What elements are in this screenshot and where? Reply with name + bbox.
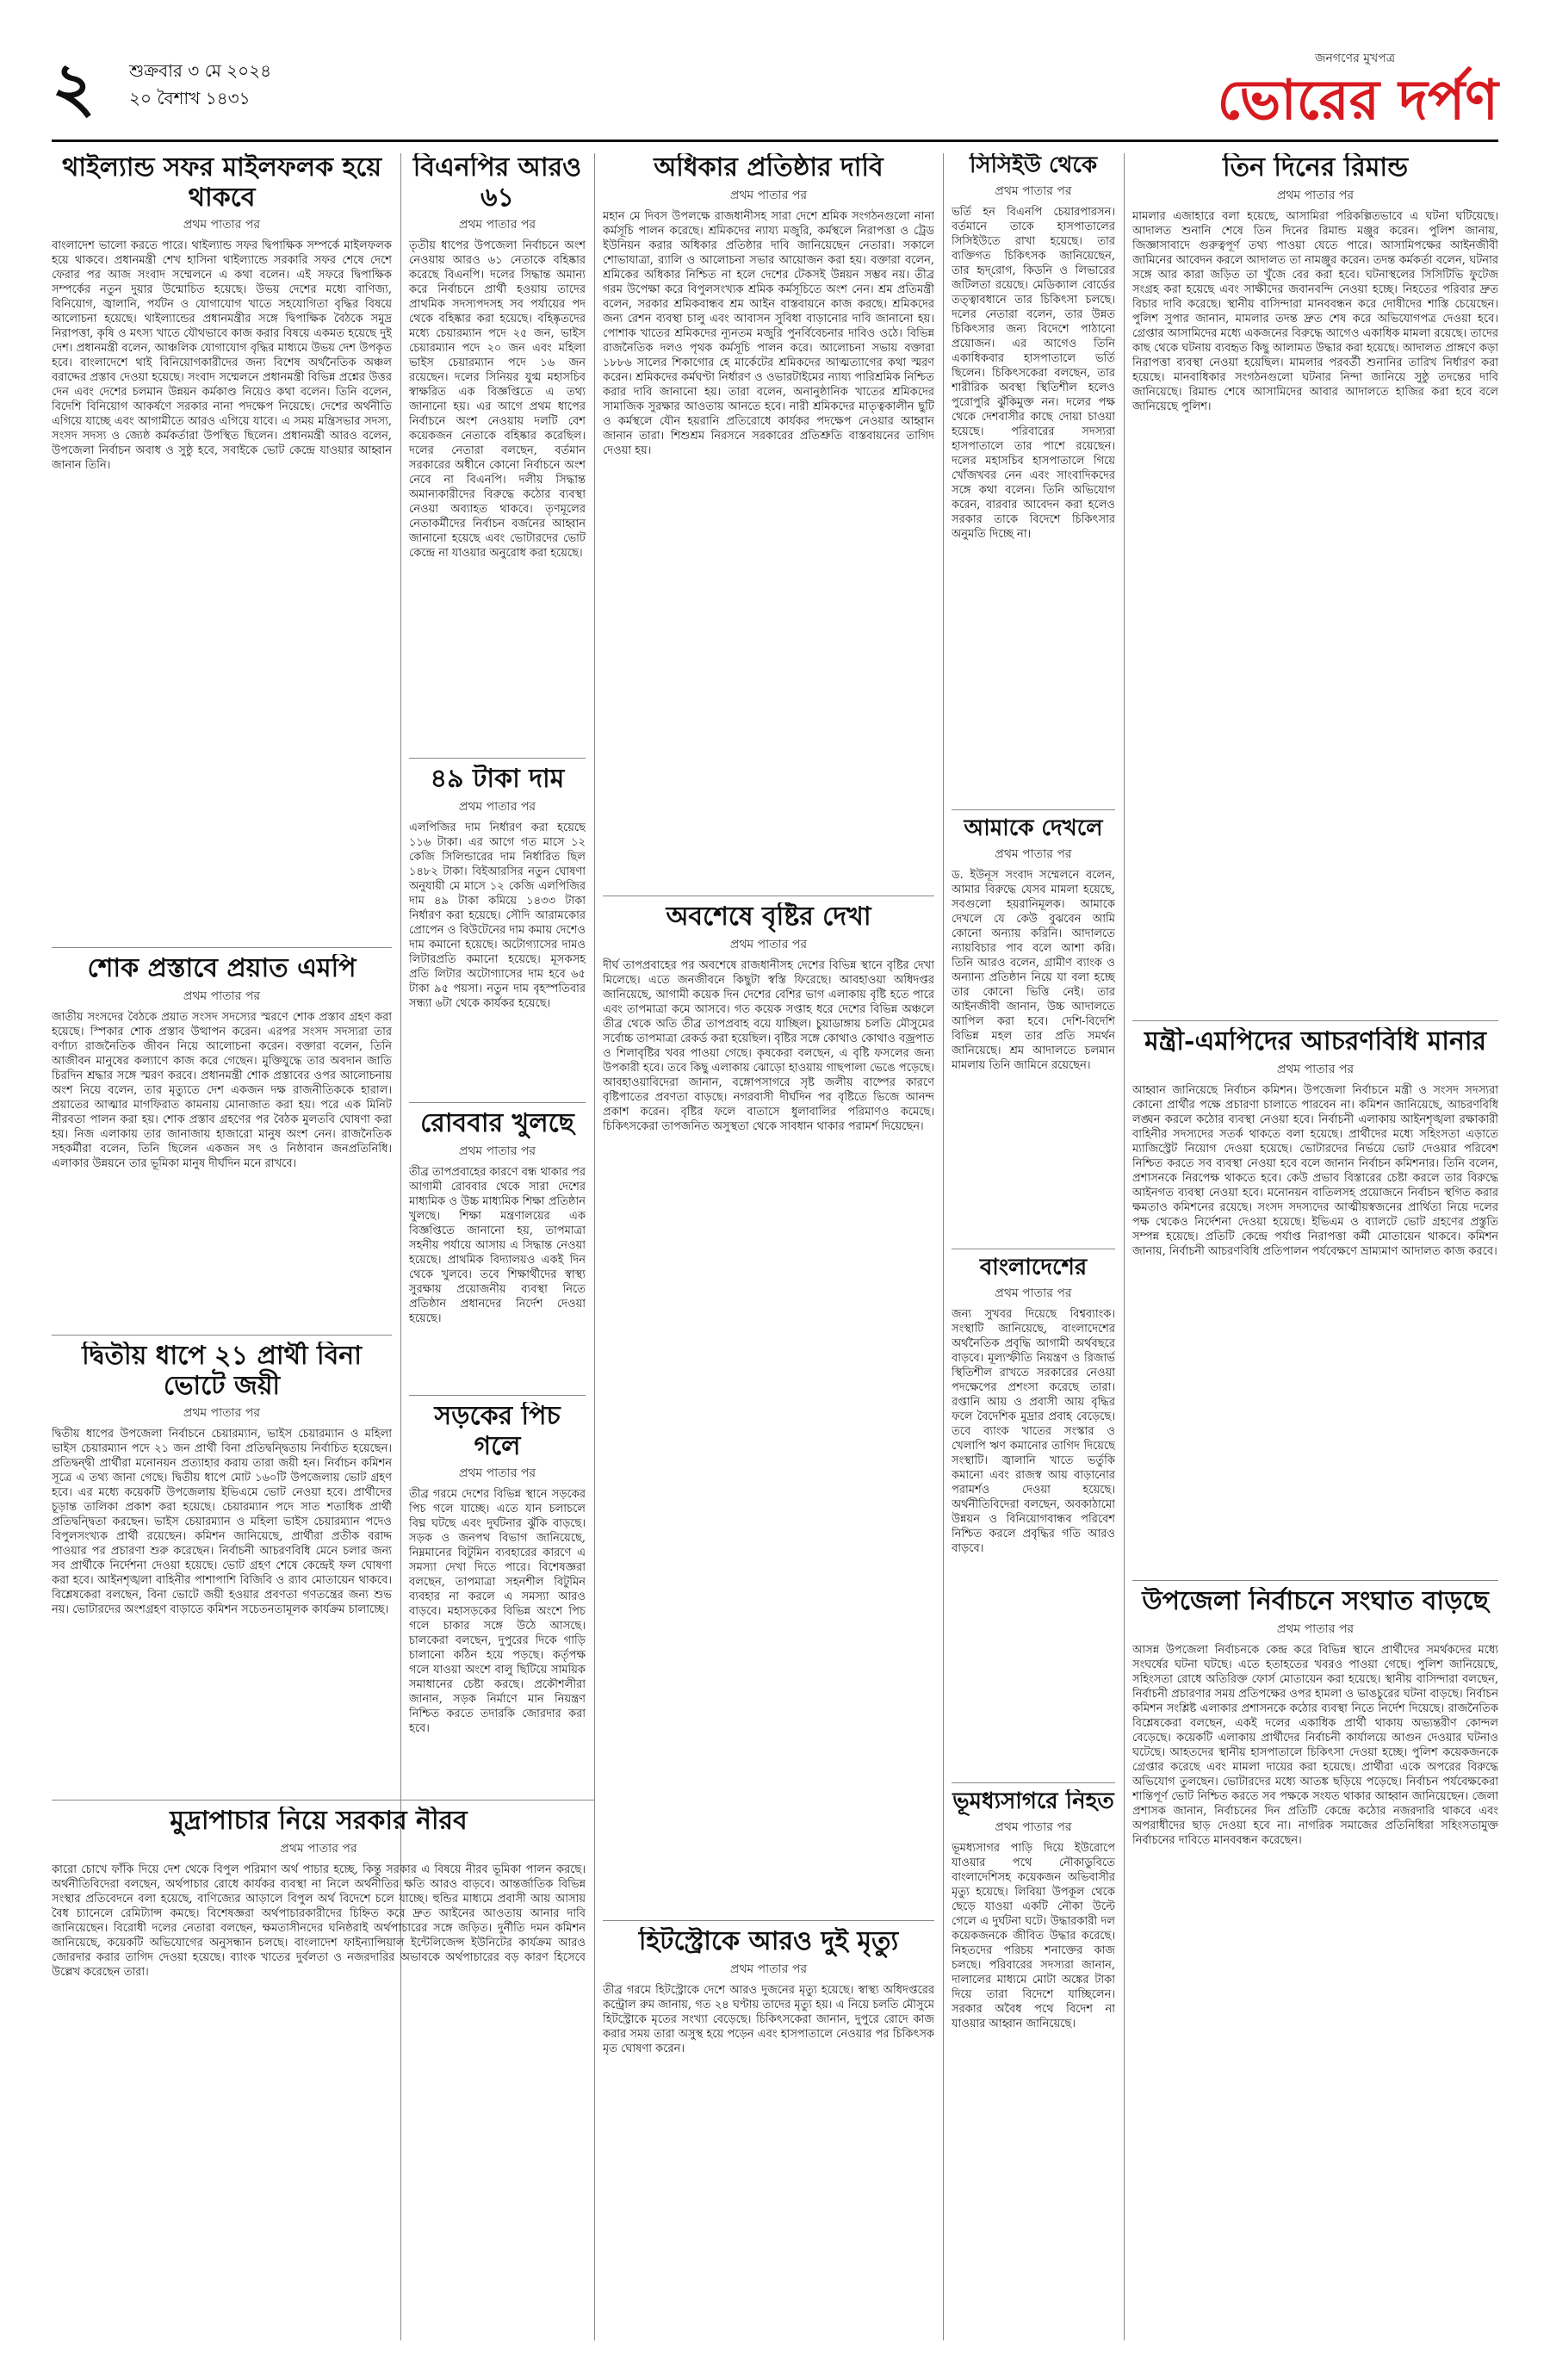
headline: সিসিইউ থেকে — [969, 153, 1098, 178]
story-remand — [1132, 153, 1498, 1019]
story-schools-reopen — [409, 1109, 586, 1393]
newspaper-logo: ভোরের দর্পণ — [1217, 69, 1498, 133]
story-bangladesh — [952, 1255, 1115, 1781]
story-ccu — [952, 153, 1115, 808]
continued-label: প্রথম পাতার পর — [458, 218, 536, 232]
headline: সড়কের পিচ গলে — [434, 1402, 561, 1461]
story-divider — [1132, 1580, 1498, 1581]
continued-label: প্রথম পাতার পর — [729, 937, 808, 951]
story-body: তীব্র গরমে দেশের বিভিন্ন স্থানে সড়কের পিচ গলে যাচ্ছে। এতে যান চলাচলে বিঘ্ন ঘটছে এবং দুর্ঘটনার ঝুঁকি বাড়ছে। সড়ক ও জনপথ বিভাগ জানিয়েছে, নিম্নমানের বিটুমিন ব্যবহারের কারণে এ সমস্যা দেখা দিতে পারে। বিশেষজ্ঞরা বলছেন, তাপমাত্রা সহনশীল বিটুমিন ব্যবহার না করলে এ সমস্যা আরও বাড়বে। মহাসড়কের বিভিন্ন অংশে পিচ গলে চাকার সঙ্গে উঠে আসছে। চালকেরা বলছেন, দুপুরের দিকে গাড়ি চালানো কঠিন হয়ে পড়ছে। কর্তৃপক্ষ গলে যাওয়া অংশে বালু ছিটিয়ে সাময়িক সমাধানের চেষ্টা করছে। প্রকৌশলীরা জানান, সড়ক নির্মাণে মান নিয়ন্ত্রণ নিশ্চিত করতে তদারকি জোরদার করা হবে। — [409, 1488, 586, 1735]
headline: অবশেষে বৃষ্টির দেখা — [666, 902, 871, 932]
continued-label: প্রথম পাতার পর — [995, 1286, 1072, 1300]
headline: আমাকে দেখলে — [964, 816, 1103, 841]
continued-label: প্রথম পাতার পর — [183, 218, 261, 232]
story-body: তীব্র গরমে হিটস্ট্রোকে দেশে আরও দুজনের মৃত্যু হয়েছে। স্বাস্থ্য অধিদপ্তরের কন্ট্রোল রুম জানায়, গত ২৪ ঘণ্টায় তাদের মৃত্যু হয়। এ নিয়ে চলতি মৌসুমে হিটস্ট্রোকে মৃতের সংখ্যা বেড়েছে। চিকিৎসকেরা জানান, দুপুরে রোদে কাজ করার সময় তারা অসুস্থ হয়ে পড়েন এবং হাসপাতালে নেওয়ার পর চিকিৎসক মৃত ঘোষণা করেন। — [603, 1983, 934, 2055]
continued-label: প্রথম পাতার পর — [458, 1144, 536, 1158]
story-look-at-me — [952, 816, 1115, 1247]
story-divider — [952, 809, 1115, 810]
story-divider — [409, 1395, 586, 1396]
story-mediterranean — [952, 1789, 1115, 2340]
story-body: দীর্ঘ তাপপ্রবাহের পর অবশেষে রাজধানীসহ দেশের বিভিন্ন স্থানে বৃষ্টির দেখা মিলেছে। এতে জনজীবনে কিছুটা স্বস্তি ফিরেছে। আবহাওয়া অধিদপ্তর জানিয়েছে, আগামী কয়েক দিন দেশের বেশির ভাগ এলাকায় বৃষ্টি হতে পারে এবং তাপমাত্রা কমে আসবে। গত কয়েক সপ্তাহ ধরে দেশের বিভিন্ন অঞ্চলে তীব্র থেকে অতি তীব্র তাপপ্রবাহ বয়ে যাচ্ছিল। চুয়াডাঙ্গায় চলতি মৌসুমের সর্বোচ্চ তাপমাত্রা রেকর্ড করা হয়েছিল। বৃষ্টির সঙ্গে কোথাও কোথাও বজ্রপাত ও শিলাবৃষ্টির খবর পাওয়া গেছে। কৃষকেরা বলছেন, এ বৃষ্টি ফসলের জন্য উপকারী হবে। তবে কিছু এলাকায় ঝোড়ো হাওয়ায় গাছপালা ভেঙে পড়েছে। আবহাওয়াবিদেরা জানান, বঙ্গোপসাগরে সৃষ্ট জলীয় বাষ্পের কারণে বৃষ্টিপাতের প্রবণতা বাড়ছে। নগরবাসী দীর্ঘদিন পর বৃষ্টিতে ভিজে আনন্দ প্রকাশ করেন। বৃষ্টির ফলে বাতাসে ধুলাবালির পরিমাণও কমেছে। চিকিৎসকেরা তাপজনিত অসুস্থতা থেকে সাবধান থাকার পরামর্শ দিয়েছেন। — [603, 958, 934, 1133]
newspaper-brand — [1218, 48, 1498, 133]
headline: বিএনপির আরও ৬১ — [412, 153, 582, 213]
continued-label: প্রথম পাতার পর — [1276, 1062, 1355, 1076]
headline: থাইল্যান্ড সফর মাইলফলক হয়ে থাকবে — [61, 153, 382, 213]
continued-label: প্রথম পাতার পর — [995, 1819, 1072, 1834]
headline: তিন দিনের রিমান্ড — [1222, 153, 1409, 183]
story-body: এলপিজির দাম নির্ধারণ করা হয়েছে ১১৬ টাকা। এর আগে গত মাসে ১২ কেজি সিলিন্ডারের দাম নির্ধারিত ছিল ১৪৮২ টাকা। বিইআরসির নতুন ঘোষণা অনুযায়ী মে মাসে ১২ কেজি এলপিজির দাম ৪৯ টাকা কমিয়ে ১৪৩৩ টাকা নির্ধারণ করা হয়েছে। সৌদি আরামকোর প্রোপেন ও বিউটেনের দাম কমায় দেশেও দাম কমানো হয়েছে। অটোগ্যাসের দামও লিটারপ্রতি কমানো হয়েছে। মূসকসহ প্রতি লিটার অটোগ্যাসের দাম হবে ৬৫ টাকা ৯৫ পয়সা। নতুন দাম বৃহস্পতিবার সন্ধ্যা ৬টা থেকে কার্যকর হয়েছে। — [409, 821, 586, 1010]
page-number: ২ — [52, 48, 96, 127]
headline: মুদ্রাপাচার নিয়ে সরকার নীরব — [170, 1807, 468, 1836]
headline: ভূমধ্যসাগরে নিহত — [952, 1789, 1114, 1814]
continued-label: প্রথম পাতার পর — [995, 183, 1072, 198]
story-rain — [603, 902, 934, 1918]
continued-label: প্রথম পাতার পর — [458, 799, 536, 814]
continued-label: প্রথম পাতার পর — [1276, 188, 1355, 202]
continued-label: প্রথম পাতার পর — [729, 1962, 808, 1976]
story-body: কারো চোখে ফাঁকি দিয়ে দেশ থেকে বিপুল পরিমাণ অর্থ পাচার হচ্ছে, কিন্তু সরকার এ বিষয়ে নীরব ভূমিকা পালন করছে। অর্থনীতিবিদেরা বলছেন, অর্থপাচার রোধে কার্যকর ব্যবস্থা না নিলে অর্থনীতির ক্ষতি আরও বাড়বে। আন্তর্জাতিক বিভিন্ন সংস্থার প্রতিবেদনে বলা হয়েছে, বাণিজ্যের আড়ালে বিপুল অর্থ বিদেশে চলে যাচ্ছে। হুন্ডির মাধ্যমে প্রবাসী আয় আসায় বৈধ চ্যানেলে রেমিট্যান্স কমছে। বিশেষজ্ঞরা অর্থপাচারকারীদের চিহ্নিত করে দ্রুত আইনের আওতায় আনার দাবি জানিয়েছেন। বিরোধী দলের নেতারা বলছেন, ক্ষমতাসীনদের ঘনিষ্ঠরাই অর্থপাচারের সঙ্গে জড়িত। দুর্নীতি দমন কমিশন জানিয়েছে, কয়েকটি অভিযোগের অনুসন্ধান চলছে। বাংলাদেশ ফাইন্যান্সিয়াল ইন্টেলিজেন্স ইউনিটের কার্যক্রম আরও জোরদার করার তাগিদ দেওয়া হয়েছে। ব্যাংক খাতের দুর্বলতা ও নজরদারির অভাবকে অর্থপাচারের বড় কারণ হিসেবে উল্লেখ করেছেন তারা। — [52, 1862, 586, 1979]
story-divider — [1132, 1020, 1498, 1021]
date-bengali: ২০ বৈশাখ ১৪৩১ — [129, 88, 251, 108]
story-lpg-price — [409, 765, 586, 1100]
story-divider — [409, 1102, 586, 1103]
continued-label: প্রথম পাতার পর — [183, 1406, 261, 1420]
date-gregorian: শুক্রবার ৩ মে ২০২৪ — [129, 60, 272, 81]
continued-label: প্রথম পাতার পর — [1276, 1621, 1355, 1636]
continued-label: প্রথম পাতার পর — [458, 1466, 536, 1480]
story-body: তীব্র তাপপ্রবাহের কারণে বন্ধ থাকার পর আগামী রোববার থেকে সারা দেশের মাধ্যমিক ও উচ্চ মাধ্যমিক শিক্ষা প্রতিষ্ঠান খুলছে। শিক্ষা মন্ত্রণালয়ের এক বিজ্ঞপ্তিতে জানানো হয়, তাপমাত্রা সহনীয় পর্যায়ে আসায় এ সিদ্ধান্ত নেওয়া হয়েছে। প্রাথমিক বিদ্যালয়ও একই দিন থেকে খুলবে। তবে শিক্ষার্থীদের স্বাস্থ্য সুরক্ষায় প্রয়োজনীয় ব্যবস্থা নিতে প্রতিষ্ঠান প্রধানদের নির্দেশ দেওয়া হয়েছে। — [409, 1165, 586, 1325]
column-divider — [943, 153, 944, 2340]
story-body: তৃতীয় ধাপের উপজেলা নির্বাচনে অংশ নেওয়ায় আরও ৬১ নেতাকে বহিষ্কার করেছে বিএনপি। দলের সিদ্ধান্ত অমান্য করে নির্বাচনে প্রার্থী হওয়ায় তাদের প্রাথমিক সদস্যপদসহ সব পর্যায়ের পদ থেকে বহিষ্কার করা হয়েছে। বহিষ্কৃতদের মধ্যে চেয়ারম্যান পদে ২৫ জন, ভাইস চেয়ারম্যান পদে ২০ জন এবং মহিলা ভাইস চেয়ারম্যান পদে ১৬ জন রয়েছেন। দলের সিনিয়র যুগ্ম মহাসচিব স্বাক্ষরিত এক বিজ্ঞপ্তিতে এ তথ্য জানানো হয়। এর আগে প্রথম ধাপের নির্বাচনে অংশ নেওয়ায় দলটি বেশ কয়েকজন নেতাকে বহিষ্কার করেছিল। দলের নেতারা বলছেন, বর্তমান সরকারের অধীনে কোনো নির্বাচনে অংশ নেবে না বিএনপি। দলীয় সিদ্ধান্ত অমান্যকারীদের বিরুদ্ধে কঠোর ব্যবস্থা নেওয়া অব্যাহত থাকবে। তৃণমূলের নেতাকর্মীদের নির্বাচন বর্জনের আহ্বান জানানো হয়েছে এবং ভোটারদের ভোট কেন্দ্রে না যাওয়ার অনুরোধ করা হয়েছে। — [409, 239, 586, 560]
story-body: ভর্তি হন বিএনপি চেয়ারপারসন। বর্তমানে তাকে হাসপাতালের সিসিইউতে রাখা হয়েছে। তার ব্যক্তিগত চিকিৎসক জানিয়েছেন, তার হৃদ্‌রোগ, কিডনি ও লিভারের জটিলতা রয়েছে। মেডিক্যাল বোর্ডের তত্ত্বাবধানে তার চিকিৎসা চলছে। দলের নেতারা বলেন, তার উন্নত চিকিৎসার জন্য বিদেশে পাঠানো প্রয়োজন। এর আগেও তিনি একাধিকবার হাসপাতালে ভর্তি ছিলেন। চিকিৎসকেরা বলছেন, তার শারীরিক অবস্থা স্থিতিশীল হলেও পুরোপুরি ঝুঁকিমুক্ত নন। দলের পক্ষ থেকে দেশবাসীর কাছে দোয়া চাওয়া হয়েছে। পরিবারের সদস্যরা হাসপাতালে তার পাশে রয়েছেন। দলের মহাসচিব হাসপাতালে গিয়ে খোঁজখবর নেন এবং সাংবাদিকদের সঙ্গে কথা বলেন। তিনি অভিযোগ করেন, বারবার আবেদন করা হলেও সরকার তাকে বিদেশে চিকিৎসার অনুমতি দিচ্ছে না। — [952, 205, 1115, 541]
headline: হিটস্ট্রোকে আরও দুই মৃত্যু — [638, 1927, 899, 1956]
story-second-phase — [52, 1342, 392, 1798]
story-road-bitumen — [409, 1402, 586, 1794]
brand-tagline: জনগণের মুখপত্র — [1314, 52, 1395, 65]
headline: মন্ত্রী-এমপিদের আচরণবিধি মানার — [1144, 1027, 1487, 1057]
headline: উপজেলা নির্বাচনে সংঘাত বাড়ছে — [1142, 1587, 1489, 1616]
headline: শোক প্রস্তাবে প্রয়াত এমপি — [87, 954, 356, 983]
story-money-laundering — [52, 1807, 586, 2340]
continued-label: প্রথম পাতার পর — [729, 188, 808, 202]
story-body: বাংলাদেশ ভালো করতে পারে। থাইল্যান্ড সফর দ্বিপাক্ষিক সম্পর্কে মাইলফলক হয়ে থাকবে। প্রধানমন্ত্রী শেখ হাসিনা থাইল্যান্ডে সরকারি সফর শেষে দেশে ফেরার পর আজ সংবাদ সম্মেলনে এ কথা বলেন। এই সফরে দ্বিপাক্ষিক সম্পর্কের নতুন দুয়ার উন্মোচিত হয়েছে। উভয় দেশের মধ্যে বাণিজ্য, বিনিয়োগ, জ্বালানি, পর্যটন ও যোগাযোগ খাতে সহযোগিতা বৃদ্ধির বিষয়ে আলোচনা হয়েছে। থাইল্যান্ডের প্রধানমন্ত্রীর সঙ্গে দ্বিপাক্ষিক বৈঠকে সমুদ্র নিরাপত্তা, কৃষি ও মৎস্য খাতে যৌথভাবে কাজ করার বিষয়ে একমত হয়েছে দুই দেশ। প্রধানমন্ত্রী বলেন, আঞ্চলিক যোগাযোগ বৃদ্ধির মাধ্যমে উভয় দেশ উপকৃত হবে। বাংলাদেশে থাই বিনিয়োগকারীদের জন্য বিশেষ অর্থনৈতিক অঞ্চল বরাদ্দের প্রস্তাব দেওয়া হয়েছে। সংবাদ সম্মেলনে প্রধানমন্ত্রী বিভিন্ন প্রশ্নের উত্তর দেন এবং দেশের চলমান উন্নয়ন কর্মকাণ্ড নিয়েও কথা বলেন। তিনি বলেন, বিদেশি বিনিয়োগ আকর্ষণে সরকার নানা পদক্ষেপ নিয়েছে। দেশের অর্থনীতি এগিয়ে যাচ্ছে এবং আগামীতে আরও এগিয়ে যাবে। এ সময় মন্ত্রিসভার সদস্য, সংসদ সদস্য ও জ্যেষ্ঠ কর্মকর্তারা উপস্থিত ছিলেন। প্রধানমন্ত্রী আরও বলেন, উপজেলা নির্বাচন অবাধ ও সুষ্ঠু হবে, সবাইকে ভোট কেন্দ্রে যাওয়ার আহ্বান জানান তিনি। — [52, 239, 392, 472]
headline: বাংলাদেশের — [979, 1255, 1088, 1280]
story-mp-condolence — [52, 954, 392, 1333]
story-divider — [409, 758, 586, 759]
story-upazila-clash — [1132, 1587, 1498, 2340]
story-divider — [52, 947, 392, 948]
story-workers-rights — [603, 153, 934, 894]
story-body: মহান মে দিবস উপলক্ষে রাজধানীসহ সারা দেশে শ্রমিক সংগঠনগুলো নানা কর্মসূচি পালন করেছে। শ্রমিকদের ন্যায্য মজুরি, কর্মস্থলে নিরাপত্তা ও ট্রেড ইউনিয়ন করার অধিকার প্রতিষ্ঠার দাবি জানিয়েছেন নেতারা। সকালে শোভাযাত্রা, র‌্যালি ও আলোচনা সভার আয়োজন করা হয়। বক্তারা বলেন, শ্রমিকের অধিকার নিশ্চিত না হলে দেশের টেকসই উন্নয়ন সম্ভব নয়। তীব্র গরম উপেক্ষা করে বিপুলসংখ্যক শ্রমিক কর্মসূচিতে অংশ নেন। শ্রম প্রতিমন্ত্রী বলেন, সরকার শ্রমিকবান্ধব শ্রম আইন বাস্তবায়নে কাজ করছে। শ্রমিকদের জন্য রেশন ব্যবস্থা চালু এবং আবাসন সুবিধা বাড়ানোর দাবি জানানো হয়। পোশাক খাতের শ্রমিকদের ন্যূনতম মজুরি পুনর্বিবেচনার দাবিও ওঠে। বিভিন্ন রাজনৈতিক দলও পৃথক কর্মসূচি পালন করে। আলোচনা সভায় বক্তারা ১৮৮৬ সালের শিকাগোর হে মার্কেটের শ্রমিকদের আত্মত্যাগের কথা স্মরণ করেন। শ্রমিকদের কর্মঘণ্টা নির্ধারণ ও ওভারটাইমের ন্যায্য পারিশ্রমিক নিশ্চিত করার দাবি জানানো হয়। তারা বলেন, অনানুষ্ঠানিক খাতের শ্রমিকদের সামাজিক সুরক্ষার আওতায় আনতে হবে। নারী শ্রমিকদের মাতৃত্বকালীন ছুটি ও কর্মস্থলে যৌন হয়রানি প্রতিরোধে কার্যকর পদক্ষেপ নেওয়ার আহ্বান জানান তারা। শিশুশ্রম নিরসনে সরকারের প্রতিশ্রুতি বাস্তবায়নের তাগিদ দেওয়া হয়। — [603, 209, 934, 457]
story-divider — [603, 1920, 934, 1921]
story-body: আহ্বান জানিয়েছে নির্বাচন কমিশন। উপজেলা নির্বাচনে মন্ত্রী ও সংসদ সদস্যরা কোনো প্রার্থীর পক্ষে প্রচারণা চালাতে পারবেন না। কমিশন জানিয়েছে, আচরণবিধি লঙ্ঘন করলে কঠোর ব্যবস্থা নেওয়া হবে। নির্বাচনী এলাকায় আইনশৃঙ্খলা রক্ষাকারী বাহিনীর সদস্যদের সতর্ক থাকতে বলা হয়েছে। প্রার্থীদের মধ্যে সহিংসতা এড়াতে ম্যাজিস্ট্রেট নিয়োগ দেওয়া হয়েছে। ভোটারদের নির্ভয়ে ভোট দেওয়ার পরিবেশ নিশ্চিত করতে সব ব্যবস্থা নেওয়া হবে বলে জানান নির্বাচন কমিশনার। তিনি বলেন, প্রশাসনকে নিরপেক্ষ থাকতে হবে। কেউ প্রভাব বিস্তারের চেষ্টা করলে তার বিরুদ্ধে আইনগত ব্যবস্থা নেওয়া হবে। মনোনয়ন বাতিলসহ প্রয়োজনে নির্বাচন স্থগিত করার ক্ষমতাও কমিশনের রয়েছে। সংসদ সদস্যদের আত্মীয়স্বজনের প্রার্থিতা নিয়ে দলের পক্ষ থেকেও নির্দেশনা দেওয়া হয়েছে। ইভিএম ও ব্যালটে ভোট গ্রহণের প্রস্তুতি সম্পন্ন হয়েছে। প্রতিটি কেন্দ্রে পর্যাপ্ত নিরাপত্তা কর্মী মোতায়েন থাকবে। কমিশন জানায়, নির্বাচনী আচরণবিধি প্রতিপালন পর্যবেক্ষণে ভ্রাম্যমাণ আদালত কাজ করবে। — [1132, 1083, 1498, 1258]
headline: অধিকার প্রতিষ্ঠার দাবি — [654, 153, 884, 183]
story-ministers-code — [1132, 1027, 1498, 1578]
story-body: ড. ইউনূস সংবাদ সম্মেলনে বলেন, আমার বিরুদ্ধে যেসব মামলা হয়েছে, সবগুলো হয়রানিমূলক। আমাকে দেখলে যে কেউ বুঝবেন আমি কোনো অন্যায় করিনি। আদালতে ন্যায়বিচার পাব বলে আশা করি। তিনি আরও বলেন, গ্রামীণ ব্যাংক ও অন্যান্য প্রতিষ্ঠান নিয়ে যা বলা হচ্ছে তার কোনো ভিত্তি নেই। তার আইনজীবী জানান, উচ্চ আদালতে আপিল করা হবে। দেশি-বিদেশি বিভিন্ন মহল তার প্রতি সমর্থন জানিয়েছে। শ্রম আদালতে চলমান মামলায় তিনি জামিনে রয়েছেন। — [952, 868, 1115, 1072]
story-body: জন্য সুখবর দিয়েছে বিশ্বব্যাংক। সংস্থাটি জানিয়েছে, বাংলাদেশের অর্থনৈতিক প্রবৃদ্ধি আগামী অর্থবছরে বাড়বে। মূল্যস্ফীতি নিয়ন্ত্রণ ও রিজার্ভ স্থিতিশীল রাখতে সরকারের নেওয়া পদক্ষেপের প্রশংসা করেছে তারা। রপ্তানি আয় ও প্রবাসী আয় বৃদ্ধির ফলে বৈদেশিক মুদ্রার প্রবাহ বেড়েছে। তবে ব্যাংক খাতের সংস্কার ও খেলাপি ঋণ কমানোর তাগিদ দিয়েছে সংস্থাটি। জ্বালানি খাতে ভর্তুকি কমানো এবং রাজস্ব আয় বাড়ানোর পরামর্শও দেওয়া হয়েছে। অর্থনীতিবিদেরা বলছেন, অবকাঠামো উন্নয়ন ও বিনিয়োগবান্ধব পরিবেশ নিশ্চিত করলে প্রবৃদ্ধির গতি আরও বাড়বে। — [952, 1307, 1115, 1555]
story-body: জাতীয় সংসদের বৈঠকে প্রয়াত সংসদ সদস্যের স্মরণে শোক প্রস্তাব গ্রহণ করা হয়েছে। স্পিকার শোক প্রস্তাব উত্থাপন করেন। এরপর সংসদ সদস্যরা তার বর্ণাঢ্য রাজনৈতিক জীবন নিয়ে আলোচনা করেন। বক্তারা বলেন, তিনি আজীবন মানুষের কল্যাণে কাজ করে গেছেন। মুক্তিযুদ্ধে তার অবদান জাতি চিরদিন শ্রদ্ধার সঙ্গে স্মরণ করবে। প্রধানমন্ত্রী শোক প্রস্তাবের ওপর আলোচনায় অংশ নিয়ে বলেন, তার মৃত্যুতে দেশ একজন দক্ষ রাজনীতিককে হারাল। প্রয়াতের আত্মার মাগফিরাত কামনায় মোনাজাত করা হয়। পরে এক মিনিট নীরবতা পালন করা হয়। শোক প্রস্তাব গ্রহণের পর বৈঠক মুলতবি ঘোষণা করা হয়। নিজ এলাকায় তার জানাজায় হাজারো মানুষ অংশ নেন। রাজনৈতিক সহকর্মীরা বলেন, তিনি ছিলেন একজন সৎ ও নিষ্ঠাবান জনপ্রতিনিধি। এলাকার উন্নয়নে তার ভূমিকা মানুষ দীর্ঘদিন মনে রাখবে। — [52, 1010, 392, 1170]
continued-label: প্রথম পাতার পর — [280, 1841, 357, 1856]
story-body: দ্বিতীয় ধাপের উপজেলা নির্বাচনে চেয়ারম্যান, ভাইস চেয়ারম্যান ও মহিলা ভাইস চেয়ারম্যান পদে ২১ জন প্রার্থী বিনা প্রতিদ্বন্দ্বিতায় নির্বাচিত হয়েছেন। প্রতিদ্বন্দ্বী প্রার্থীরা মনোনয়ন প্রত্যাহার করায় তারা জয়ী হন। নির্বাচন কমিশন সূত্রে এ তথ্য জানা গেছে। দ্বিতীয় ধাপে মোট ১৬০টি উপজেলায় ভোট গ্রহণ হবে। এর মধ্যে কয়েকটি উপজেলায় ইভিএমে ভোট নেওয়া হবে। প্রার্থীদের চূড়ান্ত তালিকা প্রকাশ করা হয়েছে। চেয়ারম্যান পদে সাত শতাধিক প্রার্থী প্রতিদ্বন্দ্বিতা করছেন। ভাইস চেয়ারম্যান ও মহিলা ভাইস চেয়ারম্যান পদেও বিপুলসংখ্যক প্রার্থী রয়েছেন। কমিশন জানিয়েছে, প্রার্থীরা প্রতীক বরাদ্দ পাওয়ার পর প্রচারণা শুরু করেছেন। নির্বাচনী আচরণবিধি মেনে চলার জন্য সব প্রার্থীকে নির্দেশনা দেওয়া হয়েছে। ভোট গ্রহণ শেষে কেন্দ্রেই ফল ঘোষণা করা হবে। আইনশৃঙ্খলা বাহিনীর পাশাপাশি বিজিবি ও র‌্যাব মোতায়েন থাকবে। বিশ্লেষকেরা বলছেন, বিনা ভোটে জয়ী হওয়ার প্রবণতা গণতন্ত্রের জন্য শুভ নয়। ভোটারদের অংশগ্রহণ বাড়াতে কমিশন সচেতনতামূলক কার্যক্রম চালাচ্ছে। — [52, 1428, 392, 1616]
story-divider — [52, 1335, 392, 1336]
story-thailand — [52, 153, 392, 945]
issue-dates — [129, 57, 271, 112]
headline: দ্বিতীয় ধাপে ২১ প্রার্থী বিনা ভোটে জয়ী — [82, 1342, 362, 1401]
continued-label: প্রথম পাতার পর — [183, 989, 261, 1003]
story-divider — [952, 1782, 1115, 1783]
masthead — [52, 45, 1498, 142]
headline: রোববার খুলছে — [420, 1109, 574, 1138]
story-bnp-61 — [409, 153, 586, 756]
continued-label: প্রথম পাতার পর — [995, 846, 1072, 861]
column-divider — [594, 153, 595, 2340]
story-heatstroke — [603, 1927, 934, 2340]
story-body: মামলার এজাহারে বলা হয়েছে, আসামিরা পরিকল্পিতভাবে এ ঘটনা ঘটিয়েছে। আদালত শুনানি শেষে তিন দিনের রিমান্ড মঞ্জুর করেন। পুলিশ জানায়, জিজ্ঞাসাবাদে গুরুত্বপূর্ণ তথ্য পাওয়া যেতে পারে। আসামিপক্ষের আইনজীবী জামিনের আবেদন করলে আদালত তা নামঞ্জুর করেন। তদন্ত কর্মকর্তা বলেন, ঘটনার সঙ্গে আর কারা জড়িত তা খুঁজে বের করা হবে। ঘটনাস্থলের সিসিটিভি ফুটেজ সংগ্রহ করা হয়েছে এবং সাক্ষীদের জবানবন্দি নেওয়া হচ্ছে। নিহতের পরিবার দ্রুত বিচার দাবি করেছে। স্থানীয় বাসিন্দারা মানববন্ধন করে দোষীদের শাস্তি চেয়েছেন। পুলিশ সুপার জানান, মামলার তদন্ত দ্রুত শেষ করে অভিযোগপত্র দেওয়া হবে। গ্রেপ্তার আসামিদের মধ্যে একজনের বিরুদ্ধে আগেও একাধিক মামলা রয়েছে। তাদের কাছ থেকে ঘটনায় ব্যবহৃত কিছু আলামত উদ্ধার করা হয়েছে। আদালত প্রাঙ্গণে কড়া নিরাপত্তা ব্যবস্থা নেওয়া হয়েছিল। মামলার পরবর্তী শুনানির তারিখ নির্ধারণ করা হয়েছে। মানবাধিকার সংগঠনগুলো ঘটনার নিন্দা জানিয়ে সুষ্ঠু তদন্তের দাবি জানিয়েছে। রিমান্ড শেষে আসামিদের আবার আদালতে হাজির করা হবে বলে জানিয়েছে পুলিশ। — [1132, 209, 1498, 413]
story-body: আসন্ন উপজেলা নির্বাচনকে কেন্দ্র করে বিভিন্ন স্থানে প্রার্থীদের সমর্থকদের মধ্যে সংঘর্ষের ঘটনা ঘটছে। এতে হতাহতের খবরও পাওয়া গেছে। পুলিশ জানিয়েছে, সহিংসতা রোধে অতিরিক্ত ফোর্স মোতায়েন করা হয়েছে। স্থানীয় বাসিন্দারা বলছেন, নির্বাচনী প্রচারণার সময় প্রতিপক্ষের ওপর হামলা ও ভাঙচুরের ঘটনা বাড়ছে। নির্বাচন কমিশন সংশ্লিষ্ট এলাকার প্রশাসনকে কঠোর ব্যবস্থা নিতে নির্দেশ দিয়েছে। রাজনৈতিক বিশ্লেষকেরা বলছেন, একই দলের একাধিক প্রার্থী থাকায় অভ্যন্তরীণ কোন্দল বেড়েছে। কয়েকটি এলাকায় প্রার্থীদের নির্বাচনী কার্যালয়ে আগুন দেওয়ার ঘটনাও ঘটেছে। আহতদের স্থানীয় হাসপাতালে চিকিৎসা দেওয়া হচ্ছে। পুলিশ কয়েকজনকে গ্রেপ্তার করেছে এবং মামলা দায়ের করা হয়েছে। প্রার্থীরা একে অপরের বিরুদ্ধে অভিযোগ তুলছেন। ভোটারদের মধ্যে আতঙ্ক ছড়িয়ে পড়েছে। নির্বাচন পর্যবেক্ষকেরা শান্তিপূর্ণ ভোট নিশ্চিত করতে সব পক্ষকে সংযত থাকার আহ্বান জানিয়েছেন। জেলা প্রশাসক জানান, নির্বাচনের দিন প্রতিটি কেন্দ্রে কঠোর নজরদারি থাকবে এবং অপরাধীদের ছাড় দেওয়া হবে না। নাগরিক সমাজের প্রতিনিধিরা সহিংসতামুক্ত নির্বাচনের দাবিতে মানববন্ধন করেছেন। — [1132, 1643, 1498, 1847]
column-divider — [1124, 153, 1125, 2340]
story-body: ভূমধ্যসাগর পাড়ি দিয়ে ইউরোপে যাওয়ার পথে নৌকাডুবিতে বাংলাদেশিসহ কয়েকজন অভিবাসীর মৃত্যু হয়েছে। লিবিয়া উপকূল থেকে ছেড়ে যাওয়া একটি নৌকা উল্টে গেলে এ দুর্ঘটনা ঘটে। উদ্ধারকারী দল কয়েকজনকে জীবিত উদ্ধার করেছে। নিহতদের পরিচয় শনাক্তের কাজ চলছে। পরিবারের সদস্যরা জানান, দালালের মাধ্যমে মোটা অঙ্কের টাকা দিয়ে তারা বিদেশে যাচ্ছিলেন। সরকার অবৈধ পথে বিদেশ না যাওয়ার আহ্বান জানিয়েছে। — [952, 1841, 1115, 2030]
headline: ৪৯ টাকা দাম — [430, 765, 565, 794]
